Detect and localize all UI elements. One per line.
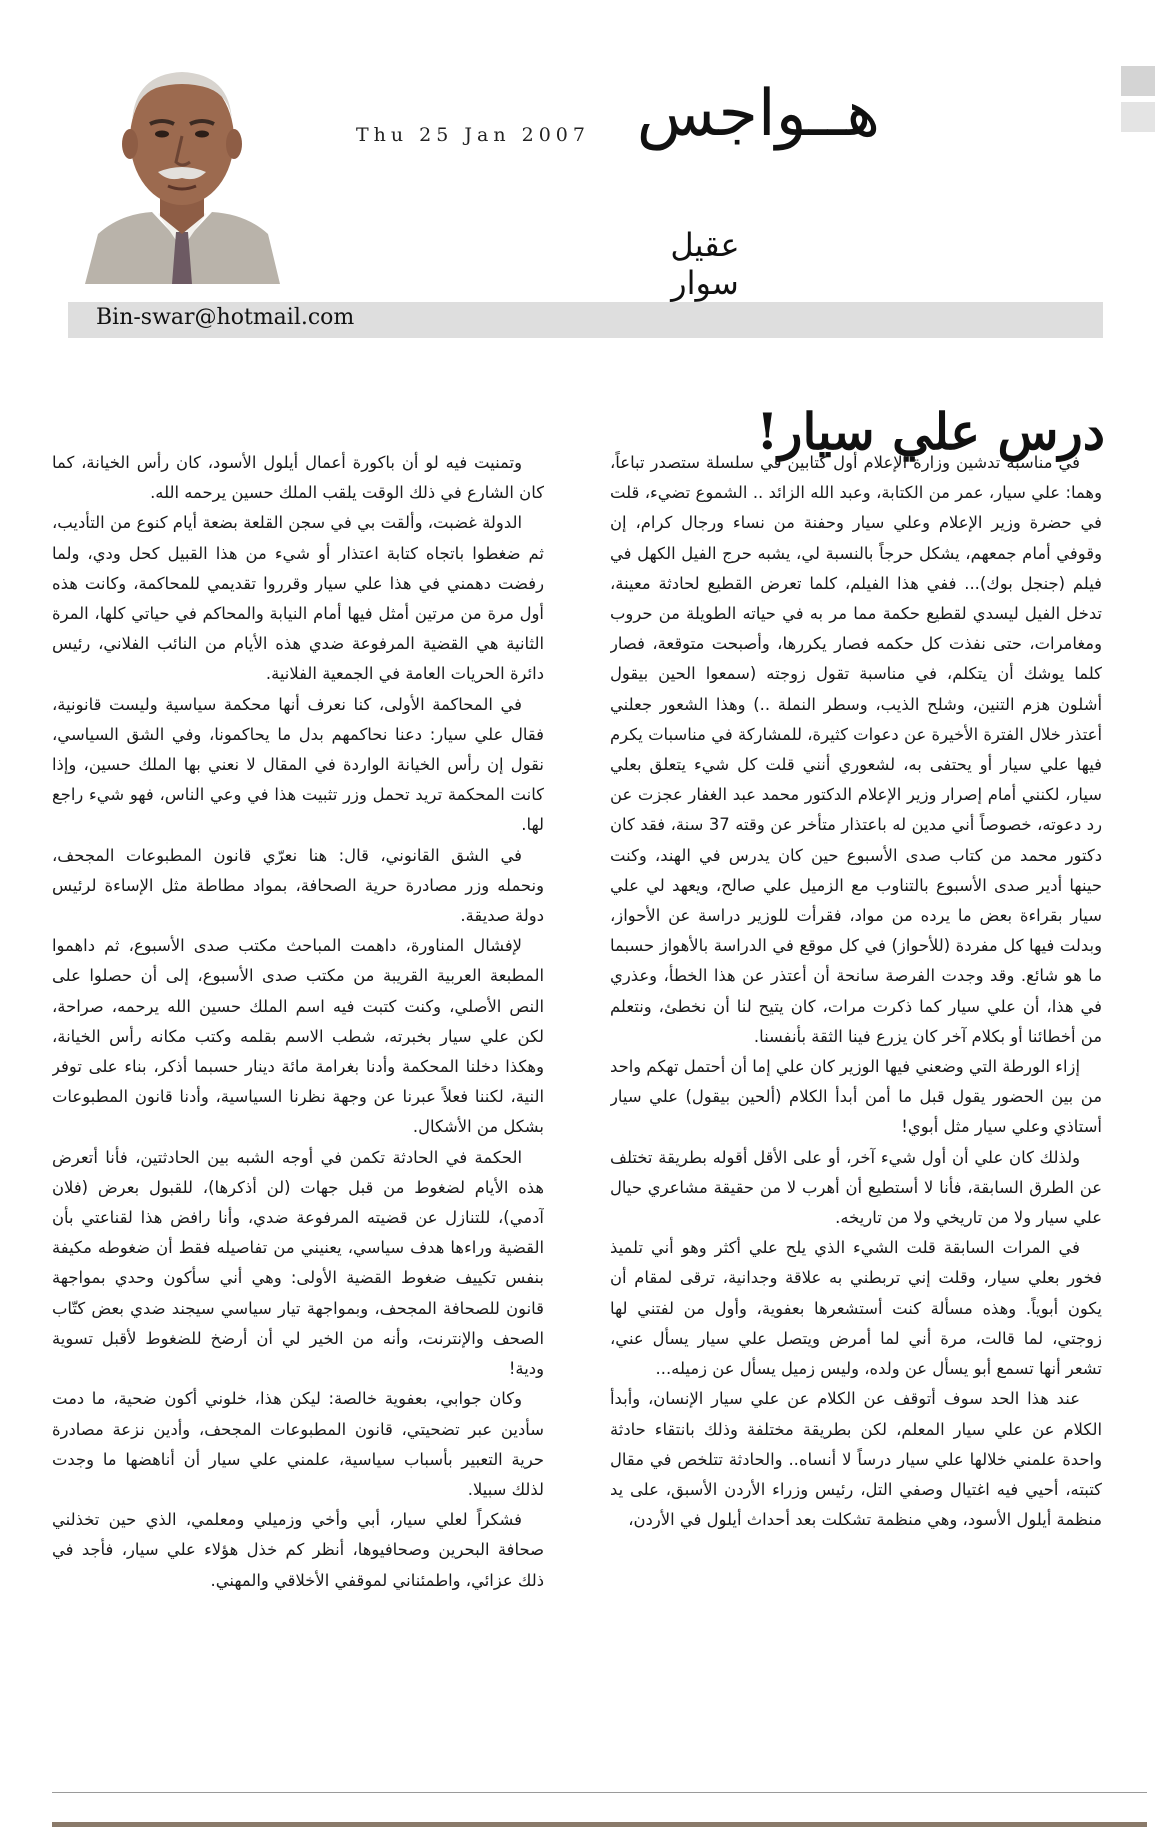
paragraph: لإفشال المناورة، داهمت المباحث مكتب صدى الأسبوع، ثم داهموا المطبعة العربية القريبة من مكتب صدى الأسبوع، إلى أن حصلوا على النص الأصلي، وكنت كتبت فيه اسم الملك حسين الله يرحمه، صراحة، لكن علي سيار بخبرته، شطب الاسم بقلمه وكتب مكانه رأس الخيانة، وهكذا دخلنا المحكمة وأدنا بغرامة مائة دينار حسبما أذكر، بناء على توفر النية، لكننا فعلاً عبرنا عن وجهة نظرنا السياسية، وأدنا قانون المطبوعات بشكل من الأشكال. [52,936,544,1137]
paragraph: وكان جوابي، بعفوية خالصة: ليكن هذا، خلوني أكون ضحية، ما دمت سأدين عبر تضحيتي، قانون المطبوعات المجحف، وأدين نزعة مصادرة حرية التعبير بأسباب سياسية، علمني علي سيار أن أناهضها ما وجدت لذلك سبيلا. [52,1389,544,1499]
paragraph: وتمنيت فيه لو أن باكورة أعمال أيلول الأسود، كان رأس الخيانة، كما كان الشارع في ذلك الوقت يلقب الملك حسين يرحمه الله. [52,453,544,503]
author-portrait [80,44,285,284]
paragraph: الدولة غضبت، وألقت بي في سجن القلعة بضعة أيام كنوع من التأديب، ثم ضغطوا باتجاه كتابة اعتذار أو شيء من هذا القبيل كحل ودي، ولما رفضت دهمني في هذا علي سيار وقرروا تقديمي للمحاكمة، وكانت هذه أول مرة من مرتين أمثل فيها أمام النيابة والمحاكم في حياتي كلها، المرة الثانية هي القضية المرفوعة ضدي هذه الأيام من النائب الفلاني، رئيس دائرة الحريات العامة في الجمعية الفلانية. [52,513,544,684]
author-email[interactable]: Bin-swar@hotmail.com [96,305,355,330]
paragraph: في المرات السابقة قلت الشيء الذي يلح علي أكثر وهو أني تلميذ فخور بعلي سيار، وقلت إني تربطني به علاقة وجدانية، ترقى لمقام أن يكون أبوياً. وهذه مسألة كنت أستشعرها بعفوية، وأول من لفتني لها زوجتي، لما قالت، مرة أني لما أمرض ويتصل علي سيار يسأل عني، تشعر أنها تسمع أبو يسأل عن ولده، وليس زميل يسأل عن زميله... [610,1238,1102,1379]
footer-divider [52,1792,1147,1793]
article-headline: درس علي سيار! [756,401,1105,461]
footer-bar [52,1822,1147,1827]
paragraph: إزاء الورطة التي وضعني فيها الوزير كان علي إما أن أحتمل تهكم واحد من بين الحضور يقول قبل ما أمن أبدأ الكلام (ألحين بيقول) علي سيار أستاذي وعلي سيار مثل أبوي! [610,1057,1102,1137]
side-tab-top [1121,66,1155,96]
paragraph: الحكمة في الحادثة تكمن في أوجه الشبه بين الحادثتين، فأنا أتعرض هذه الأيام لضغوط من قبل جهات (لن أذكرها)، للقبول بعرض (فلان آدمي)، للتنازل عن قضيته المرفوعة ضدي، وأنا رافض هذا لقناعتي بأن القضية وراءها هدف سياسي، يعنيني من تفاصيله فقط أن ضغوطه مكيفة بنفس تكييف ضغوط القضية الأولى: وهي أني سأكون وحدي بمواجهة قانون للصحافة المجحف، وبمواجهة تيار سياسي سيجند ضدي بعض كتّاب الصحف والإنترنت، وأنه من الخير لي أن أرضخ للضغوط لأقبل تسوية ودية! [52,1147,544,1379]
column-title: هــواجس [636,77,880,151]
issue-date: Thu 25 Jan 2007 [356,124,590,146]
author-name: عقيل سوار [670,226,740,302]
paragraph: عند هذا الحد سوف أتوقف عن الكلام عن علي سيار الإنسان، وأبدأ الكلام عن علي سيار المعلم، لكن بطريقة مختلفة وذلك بانتقاء حادثة واحدة علمني خلالها علي سيار درساً لا أنساه.. والحادثة تتلخص في مقال كتبته، أحيي فيه اغتيال وصفي التل، رئيس وزراء الأردن الأسبق، على يد منظمة أيلول الأسود، وهي منظمة تشكلت بعد أحداث أيلول في الأردن، [610,1389,1102,1530]
paragraph: في الشق القانوني، قال: هنا نعرّي قانون المطبوعات المجحف، ونحمله وزر مصادرة حرية الصحافة، بمواد مطاطة مثل الإساءة لرئيس دولة صديقة. [52,845,544,926]
side-tab-bottom [1121,102,1155,132]
paragraph: فشكراً لعلي سيار، أبي وأخي وزميلي ومعلمي، الذي حين تخذلني صحافة البحرين وصحافيوها، أنظر كم خذل هؤلاء علي سيار، فأجد في ذلك عزائي، واطمئناني لموقفي الأخلاقي والمهني. [52,1510,544,1590]
article-column-right [610,448,1102,1788]
paragraph: في المحاكمة الأولى، كنا نعرف أنها محكمة سياسية وليست قانونية، فقال علي سيار: دعنا نحاكمهم بدل ما يحاكمونا، وفي الشق السياسي، نقول إن رأس الخيانة الواردة في المقال لا نعني بها الملك حسين، وإذا كانت المحكمة تريد تحمل وزر تثبيت هذا في وعي الناس، فهو شيء راجع لها. [52,694,544,835]
email-bar [68,302,1103,338]
paragraph: في مناسبة تدشين وزارة الإعلام أول كتابين في سلسلة ستصدر تباعاً، وهما: علي سيار، عمر من الكتابة، وعبد الله الزائد .. الشموع تضيء، قلت في حضرة وزير الإعلام وعلي سيار وحفنة من نساء ورجال كرام، إن وقوفي أمام جمعهم، يشكل حرجاً بالنسبة لي، يشبه حرج الفيل الكهل في فيلم (جنجل بوك)... ففي هذا الفيلم، كلما تعرض القطيع لحادثة معينة، تدخل الفيل ليسدي لقطيع حكمة مما مر به في حياته الطويلة من حروب ومغامرات، حتى نفذت كل حكمه فصار يكررها، وأصبحت متوقعة، فصار كلما يوشك أن يتكلم، في مناسبة تقول زوجته (سمعوا الحين بيقول أشلون هزم التنين، وشلح الذيب، وسطر النملة ..) وهذا الشعور جعلني أعتذر خلال الفترة الأخيرة عن دعوات كثيرة، للمشاركة في مناسبات يكرم فيها علي سيار أو يحتفى به، لشعوري أنني قلت كل شيء يتعلق بعلي سيار، لكنني أمام إصرار وزير الإعلام الدكتور محمد عبد الغفار عجزت عن رد دعوته، خصوصاً أني مدين له باعتذار متأخر عن وقته 37 سنة، فقد كان دكتور محمد من كتاب صدى الأسبوع حين كان يدرس في الهند، وكنت حينها أدير صدى الأسبوع بالتناوب مع الزميل علي صالح، ويعهد لي علي سيار بقراءة بعض ما يرده من مواد، فقرأت للوزير دراسة عن الأحواز، وبدلت فيها كل مفردة (للأحواز) في كل موقع في الدراسة بالأهواز حسبما ما هو شائع. وقد وجدت الفرصة سانحة أن أعتذر عن هذا الخطأ، وعذري في هذا، أن علي سيار كما ذكرت مرات، كان يتيح لنا أن نخطئ، ونتعلم من أخطائنا أو بكلام آخر كان يزرع فينا الثقة بأنفسنا. [610,453,1102,1046]
article-column-left [52,448,544,1788]
paragraph: ولذلك كان علي أن أول شيء آخر، أو على الأقل أقوله بطريقة تختلف عن الطرق السابقة، فأنا لا أستطيع أن أهرب لا من حقيقة مشاعري حيال علي سيار ولا من تاريخي ولا من تاريخه. [610,1147,1102,1228]
